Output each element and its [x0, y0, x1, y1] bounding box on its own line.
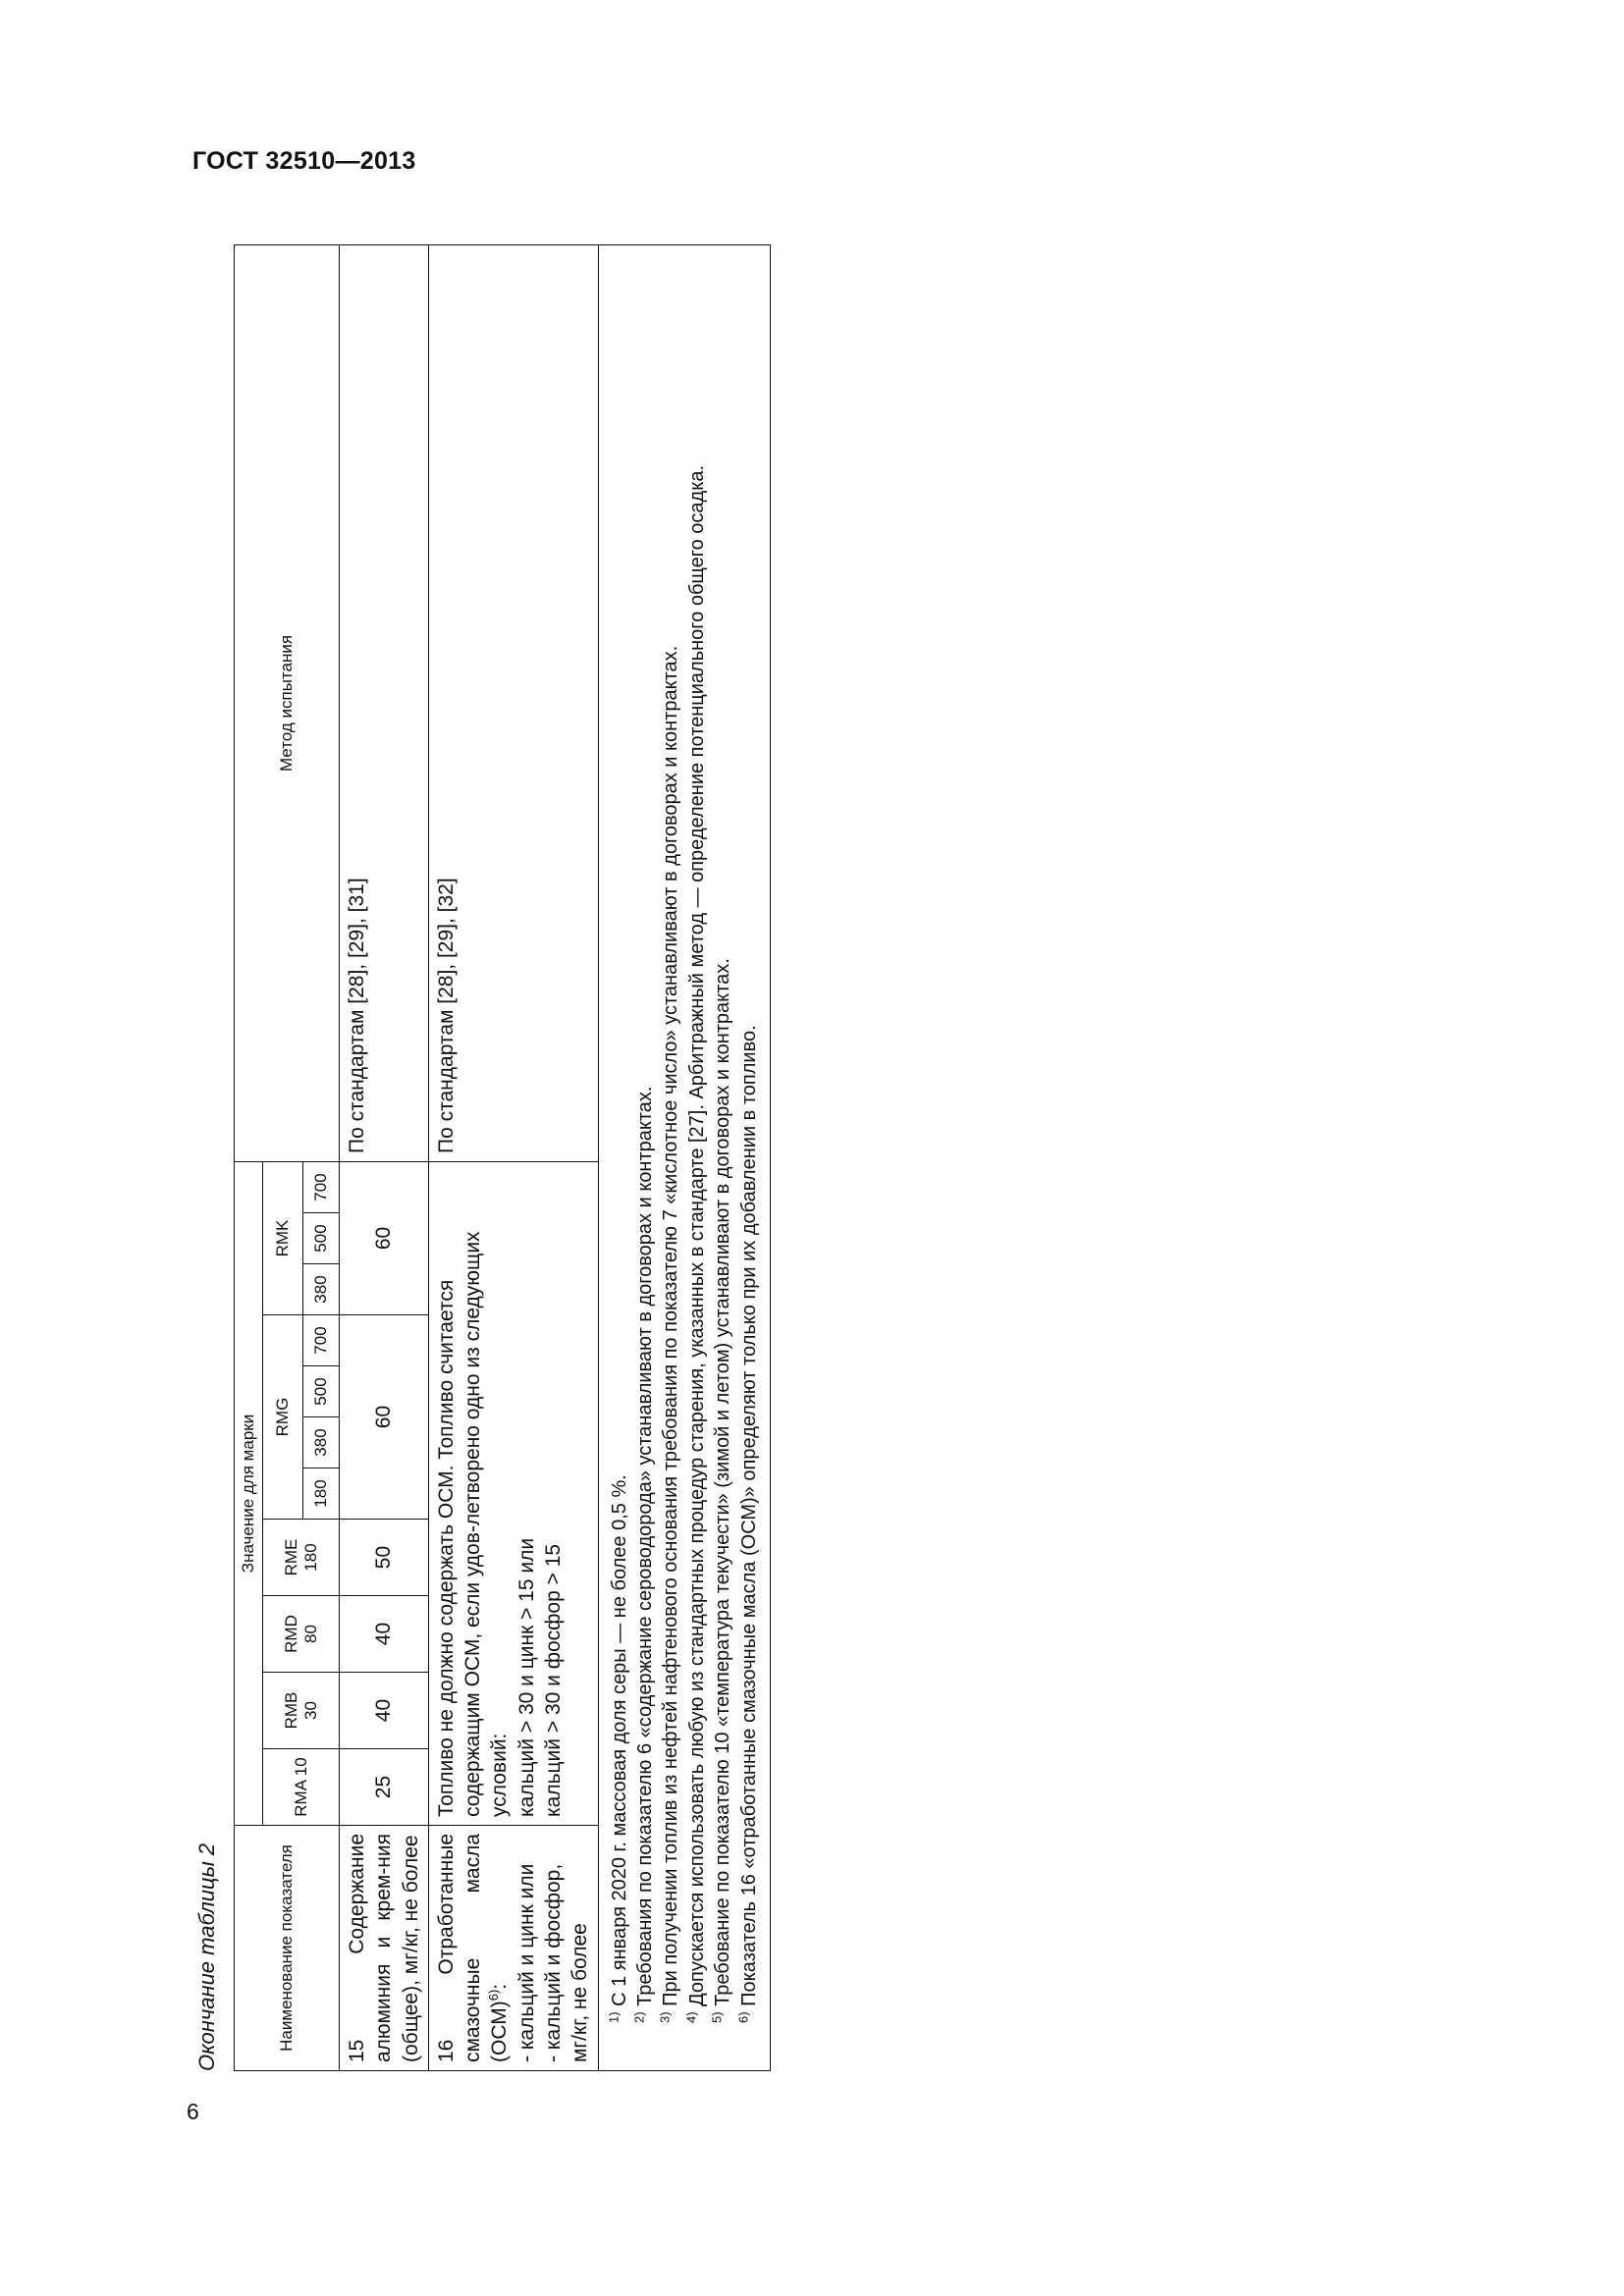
- row-16-condition-line1: Топливо не должно содержать ОСМ. Топливо считается содержащим ОСМ, если удов-летворено одно из следующих условий:: [434, 1231, 512, 1817]
- row-15-rma: 25: [340, 1749, 429, 1826]
- row-16-name-line1: 16 Отработанные смазочные масла (ОСМ): [434, 1834, 512, 2062]
- header-rmk-sub: 700: [303, 1161, 340, 1212]
- row-15-method: По стандартам [28], [29], [31]: [340, 244, 429, 1161]
- header-rmg-sub: 500: [303, 1366, 340, 1417]
- footnote: $^{5)}$ Требование по показателю 10 «температура текучести» (зимой и летом) устанавливают в договорах и контрактах.: [709, 958, 734, 2023]
- footnotes-row: [598, 244, 770, 2070]
- table-row: [428, 244, 598, 2070]
- header-name: Наименование показателя: [235, 1826, 340, 2071]
- row-16-condition: [428, 1161, 598, 1825]
- header-grade-rma: RMA 10: [263, 1749, 340, 1826]
- header-grade-rmg: RMG: [263, 1315, 303, 1520]
- row-16-condition-line3: кальций > 30 и фосфор > 15: [542, 1543, 566, 1817]
- row-15-rmk: 60: [340, 1161, 429, 1314]
- spec-table: [234, 244, 771, 2071]
- header-grade-rmk: RMK: [263, 1161, 303, 1314]
- row-16-name-colon: :: [488, 1983, 512, 1990]
- row-15-rmb: 40: [340, 1673, 429, 1749]
- row-15-name: 15 Содержание алюминия и крем-ния (общее), мг/кг, не более: [340, 1826, 429, 2071]
- row-15-rme: 50: [340, 1520, 429, 1596]
- table-row: [340, 244, 429, 2070]
- footnote: $^{3)}$ При получении топлив из нефтей нафтенового основания требования по показателю 7 «кислотное число» устанавливают в договорах и контрактах.: [657, 645, 682, 2023]
- header-value-group: Значение для марки: [235, 1161, 263, 1825]
- header-row-1: [235, 244, 263, 2070]
- header-grade-rmd: RMD 80: [263, 1596, 340, 1673]
- rotated-table-area: [194, 226, 842, 2071]
- row-16-footnote-ref: 6): [486, 1989, 502, 2002]
- header-rmg-sub: 700: [303, 1315, 340, 1366]
- row-16-method: По стандартам [28], [29], [32]: [428, 244, 598, 1161]
- header-rmk-sub: 500: [303, 1213, 340, 1264]
- header-rmg-sub: 380: [303, 1417, 340, 1468]
- header-grade-rmb: RMB 30: [263, 1673, 340, 1749]
- row-16-name-line2: - кальций и цинк или: [514, 1863, 538, 2062]
- header-rmk-sub: 380: [303, 1264, 340, 1315]
- document-header: ГОСТ 32510—2013: [192, 147, 416, 175]
- row-15-rmg: 60: [340, 1315, 429, 1520]
- row-16-condition-line2: кальций > 30 и цинк > 15 или: [514, 1537, 538, 1817]
- footnote: $^{4)}$ Допускается использовать любую из стандартных процедур старения, указанных в стандарте [27]. Арбитражный метод — определение потенциального общего осадка.: [683, 464, 708, 2023]
- row-16-name-line3: - кальций и фосфор, мг/кг, не более: [542, 1863, 592, 2062]
- table-caption: Окончание таблицы 2: [194, 1842, 219, 2071]
- footnote: $^{1)}$ С 1 января 2020 г. массовая доля серы — не более 0,5 %.: [606, 1474, 630, 2023]
- row-15-rmd: 40: [340, 1596, 429, 1673]
- header-grade-rme: RME 180: [263, 1520, 340, 1596]
- row-16-name: [428, 1826, 598, 2071]
- page-number: 6: [187, 2099, 199, 2124]
- footnote: $^{2)}$ Требования по показателю 6 «содержание сероводорода» устанавливают в договорах и контрактах.: [631, 1086, 657, 2023]
- header-method: Метод испытания: [235, 244, 340, 1161]
- header-rmg-sub: 180: [303, 1468, 340, 1520]
- footnote: $^{6)}$ Показатель 16 «отработанные смазочные масла (ОСМ)» определяют только при их добавлении в топливо.: [734, 1025, 760, 2023]
- table-footnotes: [598, 244, 770, 2070]
